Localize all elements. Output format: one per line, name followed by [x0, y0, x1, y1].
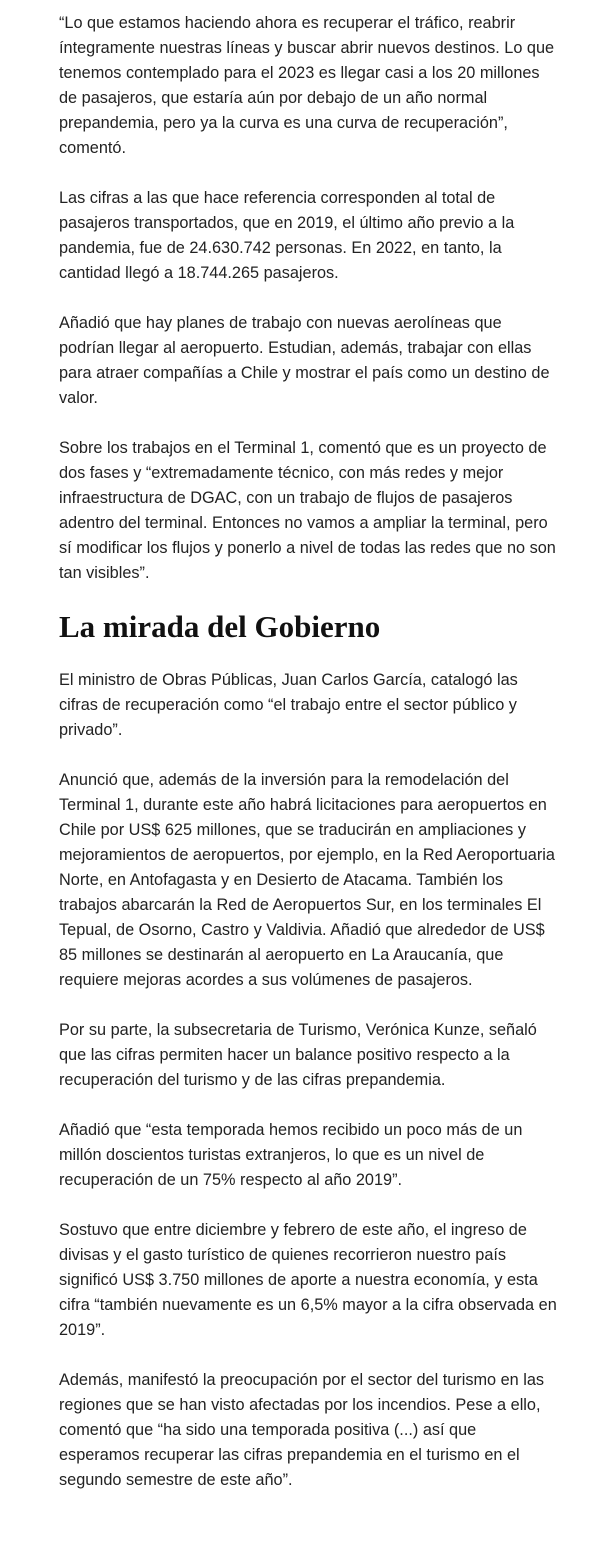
paragraph-tourism-spending: Sostuvo que entre diciembre y febrero de este año, el ingreso de divisas y el gasto turístico de quienes recorrieron nuestro país significó US$ 3.750 millones de aporte a nuestra economía, y esta cifra “también nuevamente es un 6,5% mayor a la cifra observada en 2019”.: [59, 1221, 557, 1339]
article-body: [59, 11, 559, 1518]
paragraph-undersecretary-balance: Por su parte, la subsecretaria de Turismo, Verónica Kunze, señaló que las cifras permiten hacer un balance positivo respecto a la recuperación del turismo y de las cifras prepandemia.: [59, 1021, 537, 1089]
paragraph-minister-statement: El ministro de Obras Públicas, Juan Carlos García, catalogó las cifras de recuperación como “el trabajo entre el sector público y privado”.: [59, 671, 518, 739]
paragraph-foreign-tourists: Añadió que “esta temporada hemos recibido un poco más de un millón doscientos turistas extranjeros, lo que es un nivel de recuperación de un 75% respecto al año 2019”.: [59, 1121, 523, 1189]
section-heading: La mirada del Gobierno: [59, 609, 381, 644]
paragraph-terminal-1-works: Sobre los trabajos en el Terminal 1, comentó que es un proyecto de dos fases y “extremadamente técnico, con más redes y mejor infraestructura de DGAC, con un trabajo de flujos de pasajeros adentro del terminal. Entonces no vamos a ampliar la terminal, pero sí modificar los flujos y ponerlo a nivel de todas las redes que no son tan visibles”.: [59, 439, 556, 582]
paragraph-quote-traffic-recovery: “Lo que estamos haciendo ahora es recuperar el tráfico, reabrir íntegramente nuestras líneas y buscar abrir nuevos destinos. Lo que tenemos contemplado para el 2023 es llegar casi a los 20 millones de pasajeros, que estaría aún por debajo de un año normal prepandemia, pero ya la curva es una curva de recuperación”, comentó.: [59, 14, 555, 157]
paragraph-new-airlines: Añadió que hay planes de trabajo con nuevas aerolíneas que podrían llegar al aeropuerto. Estudian, además, trabajar con ellas para atraer compañías a Chile y mostrar el país como un destino de valor.: [59, 314, 550, 407]
paragraph-wildfires-concern: Además, manifestó la preocupación por el sector del turismo en las regiones que se han visto afectadas por los incendios. Pese a ello, comentó que “ha sido una temporada positiva (...) así que esperamos recuperar las cifras prepandemia en el turismo en el segundo semestre de este año”.: [59, 1371, 545, 1489]
paragraph-passenger-figures: Las cifras a las que hace referencia corresponden al total de pasajeros transportados, que en 2019, el último año previo a la pandemia, fue de 24.630.742 personas. En 2022, en tanto, la cantidad llegó a 18.744.265 pasajeros.: [59, 189, 515, 282]
paragraph-airport-tenders: Anunció que, además de la inversión para la remodelación del Terminal 1, durante este año habrá licitaciones para aeropuertos en Chile por US$ 625 millones, que se traducirán en ampliaciones y mejoramientos de aeropuertos, por ejemplo, en la Red Aeroportuaria Norte, en Antofagasta y en Desierto de Atacama. También los trabajos abarcarán la Red de Aeropuertos Sur, en los terminales El Tepual, de Osorno, Castro y Valdivia. Añadió que alrededor de US$ 85 millones se destinarán al aeropuerto en La Araucanía, que requiere mejoras acordes a sus volúmenes de pasajeros.: [59, 771, 555, 989]
